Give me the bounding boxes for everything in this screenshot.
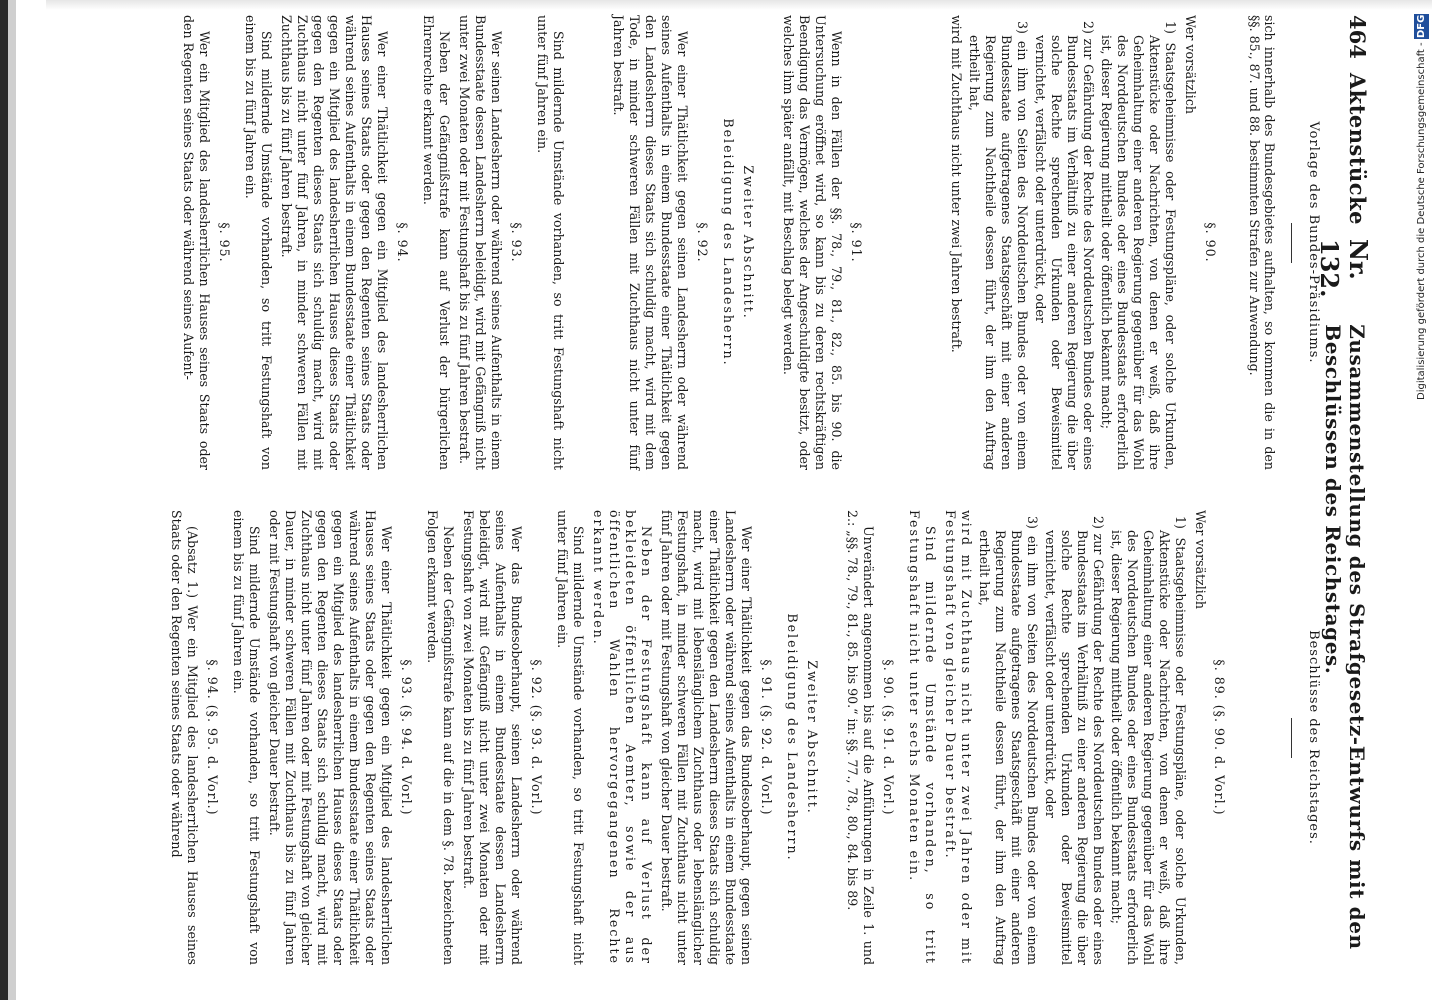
- paragraph-text: Neben der Festungshaft kann auf Verlust der bekleideten öffentlichen Aemter, sowie der aus öffentlichen Wahlen hervorgegangenen Rechte erkannt werden.: [591, 510, 654, 965]
- paragraph-lead: Wer vorsätzlich: [1192, 510, 1208, 609]
- heading-rule: [1292, 718, 1293, 758]
- scan-edge-strip: [0, 0, 46, 1000]
- right-column-heading: Beschlüsse des Reichstages.: [1306, 630, 1321, 845]
- paragraph-text: Neben der Gefängnißstrafe kann auf die in dem §. 78. bezeichneten Folgen erkannt werden.: [425, 510, 457, 965]
- paragraph-text: Sind mildernde Umstände vorhanden, so tritt Festungshaft von einem bis zu fünf Jahren ein.: [243, 15, 275, 470]
- left-column: [176, 15, 1321, 470]
- section-heading: Zweiter Abschnitt.: [804, 660, 820, 815]
- heading-rule: [1292, 223, 1293, 263]
- paragraph-text: Unverändert angenommen bis auf die Anführungen in Zeile 1. und 2.: „§§. 78., 79., 81., 85. bis 90.“ in: §§. 77., 78., 80., 84. bis 89.: [844, 510, 876, 965]
- paragraph-text: wird mit Zuchthaus nicht unter zwei Jahren oder mit Festungshaft von gleicher Dauer bestraft.: [942, 510, 974, 965]
- page-header: [1315, 15, 1373, 975]
- paragraph-heading: §. 95.: [217, 222, 233, 263]
- section-subheading: Beleidigung des Landesherrn.: [720, 118, 736, 367]
- list-item: 1) Staatsgeheimnisse oder Festungspläne, oder solche Urkunden, Aktenstücke oder Nachrichten, von denen er weiß, daß ihre Geheimhaltung einer anderen Regierung gegenüber für das Wohl des Norddeutschen Bundes oder eines Bundesstaats erforderlich ist, dieser Regierung mittheilt oder öffentlich bekannt macht;: [1108, 516, 1188, 965]
- paragraph-text: Sind mildernde Umstände vorhanden, so tritt Festungshaft von einem bis zu fünf Jahren ein.: [231, 510, 263, 965]
- paragraph-text: Wer einer Thätlichkeit gegen ein Mitglied des landesherrlichen Hauses seines Staats oder gegen den Regenten seines Staats oder während seines Aufenthalts in einem Bundesstaate einer Thätlichkeit gegen ein Mitglied des landesherrlichen Hauses dieses Staats oder gegen den Regenten dieses Staats sich schuldig macht, wird mit Zuchthaus nicht unter fünf Jahren, in minder schweren Fällen mit Zuchthaus bis zu fünf Jahren bestraft.: [279, 15, 391, 470]
- list-item: 2) zur Gefährdung der Rechte des Norddeutschen Bundes oder eines Bundesstaats im Verhältniß zu einer anderen Regierung die über solche Rechte sprechenden Urkunden oder Beweismittel vernichtet, verfälscht oder unterdrückt, oder: [1032, 21, 1096, 470]
- paragraph-heading: §. 94. (§. 95. d. Vorl.): [205, 659, 221, 816]
- digitization-credit: [1414, 10, 1428, 990]
- paragraph-text: Wenn in den Fällen der §§. 78., 79., 81., 82., 85. bis 90. die Untersuchung eröffnet wird, so kann bis zu deren rechtskräftigen Beendigung das Vermögen, welches der Angeschuldigte besitzt, oder welches ihm später anfällt, mit Beschlag belegt werden.: [780, 15, 844, 470]
- section-subheading: Beleidigung des Landesherrn.: [784, 613, 800, 862]
- paragraph-heading: §. 94.: [395, 222, 411, 263]
- paragraph-text: Wer seinen Landesherrn oder während seines Aufenthalts in einem Bundesstaate dessen Landesherrn beleidigt, wird mit Gefängniß nicht unter zwei Monaten oder mit Festungshaft bis zu fünf Jahren bestraft.: [457, 15, 505, 470]
- paragraph-text: Wer einer Thätlichkeit gegen das Bundesoberhaupt, gegen seinen Landesherrn oder während seines Aufenthalts in einem Bundesstaate einer Thätlichkeit gegen den Landesherrn dieses Staats sich schuldig macht, wird mit lebenslänglichem Zuchthaus oder lebenslänglicher Festungshaft, in minder schweren Fällen mit Zuchthaus nicht unter fünf Jahren oder mit Festungshaft von gleicher Dauer bestraft.: [658, 510, 754, 965]
- paragraph-text: Wer das Bundesoberhaupt, seinen Landesherrn oder während seines Aufenthalts in einem Bundesstaate dessen Landesherrn beleidigt, wird mit Gefängniß nicht unter zwei Monaten oder mit Festungshaft von zwei Monaten bis zu fünf Jahren bestraft.: [461, 510, 525, 965]
- page-content: [51, 5, 1381, 995]
- intro-paragraph: sich innerhalb des Bundesgebietes aufhalten, so kommen die in den §§. 85., 87. und 88. bestimmten Strafen zur Anwendung.: [1246, 15, 1278, 470]
- paragraph-text: Wer einer Thätlichkeit gegen seinen Landesherrn oder während seines Aufenthalts in einem Bundesstaate einer Thätlichkeit gegen den Landesherrn dieses Staats sich schuldig macht, wird mit dem Tode, in minder schweren Fällen mit Zuchthaus nicht unter fünf Jahren bestraft.: [610, 15, 690, 470]
- column-divider: [105, 489, 1305, 490]
- paragraph-heading: §. 93. (§. 94. d. Vorl.): [399, 659, 415, 816]
- right-column: [164, 510, 1321, 965]
- paragraph-heading: §. 92. (§. 93. d. Vorl.): [529, 659, 545, 816]
- paragraph-heading: §. 91. (§. 92. d. Vorl.): [758, 659, 774, 816]
- list-item: 1) Staatsgeheimnisse oder Festungspläne, oder solche Urkunden, Aktenstücke oder Nachrichten, von denen er weiß, daß ihre Geheimhaltung einer anderen Regierung gegenüber für das Wohl des Norddeutschen Bundes oder eines Bundesstaats erforderlich ist, dieser Regierung mittheilt oder öffentlich bekannt macht;: [1098, 21, 1178, 470]
- rotated-page: [51, 5, 1381, 995]
- paragraph-text: wird mit Zuchthaus nicht unter zwei Jahren bestraft.: [948, 15, 964, 353]
- paragraph-heading: §. 90. (§. 91. d. Vorl.): [880, 659, 896, 816]
- paragraph-heading: §. 91.: [848, 222, 864, 263]
- list-item: 3) ein ihm von Seiten des Norddeutschen Bundes oder von einem Bundesstaate aufgetragenes Staatsgeschäft mit einer anderen Regierung zum Nachtheile dessen führt, der ihm den Auftrag ertheilt hat,: [966, 21, 1030, 470]
- section-heading: Zweiter Abschnitt.: [740, 165, 756, 320]
- paragraph-text: Sind mildernde Umstände vorhanden, so tritt Festungshaft nicht unter sechs Monaten ein.: [906, 510, 938, 965]
- left-column-heading: Vorlage des Bundes-Präsidiums.: [1306, 121, 1321, 364]
- page-number: 464: [1345, 15, 1370, 59]
- credit-text: Digitalisierung gefördert durch die Deutsche Forschungsgemeinschaft -: [1416, 42, 1427, 401]
- paragraph-heading: §. 90.: [1202, 222, 1218, 263]
- paragraph-heading: §. 92.: [694, 222, 710, 263]
- list-item: 2) zur Gefährdung der Rechte des Norddeutschen Bundes oder eines Bundesstaats im Verhältniß zu einer anderen Regierung die über solche Rechte sprechenden Urkunden oder Beweismittel vernichtet, verfälscht oder unterdrückt, oder: [1042, 516, 1106, 965]
- paragraph-text: Wer ein Mitglied des landesherrlichen Hauses seines Staats oder den Regenten seines Staats oder während seines Aufent-: [181, 15, 213, 470]
- paragraph-text: (Absatz 1.) Wer ein Mitglied des landesherrlichen Hauses seines Staats oder den Regenten seines Staats oder während: [169, 510, 201, 965]
- paragraph-heading: §. 93.: [509, 222, 525, 263]
- document-number: Nr. 132.: [1315, 239, 1373, 298]
- paragraph-text: Wer einer Thätlichkeit gegen ein Mitglied des landesherrlichen Hauses seines Staats oder gegen den Regenten seines Staats oder während seines Aufenthalts in einem Bundesstaate einer Thätlichkeit gegen ein Mitglied des landesherrlichen Hauses dieses Staats oder gegen den Regenten dieses Staats sich schuldig macht, wird mit Zuchthaus nicht unter fünf Jahren oder mit Festungshaft von gleicher Dauer, in minder schweren Fällen mit Zuchthaus bis zu fünf Jahren oder mit Festungshaft von gleicher Dauer bestraft.: [267, 510, 395, 965]
- document-title: Zusammenstellung des Strafgesetz-Entwurfs mit den Beschlüssen des Reichstages.: [1321, 324, 1369, 950]
- paragraph-text: Sind mildernde Umstände vorhanden, so tritt Festungshaft nicht unter fünf Jahren ein.: [555, 510, 587, 965]
- paragraph-text: Neben der Gefängnißstrafe kann auf Verlust der bürgerlichen Ehrenrechte erkannt werden.: [421, 15, 453, 470]
- dfg-logo: DFG: [1416, 15, 1427, 39]
- paragraph-text: Sind mildernde Umstände vorhanden, so tritt Festungshaft nicht unter fünf Jahren ein.: [535, 15, 566, 470]
- list-item: 3) ein ihm von Seiten des Norddeutschen Bundes oder von einem Bundesstaate aufgetragenes Staatsgeschäft mit einer anderen Regierung zum Nachtheile dessen führt, der ihm den Auftrag ertheilt hat,: [976, 516, 1040, 965]
- paragraph-heading: §. 89. (§. 90. d. Vorl.): [1212, 659, 1228, 816]
- paragraph-lead: Wer vorsätzlich: [1182, 15, 1198, 114]
- header-label: Aktenstücke: [1345, 72, 1370, 226]
